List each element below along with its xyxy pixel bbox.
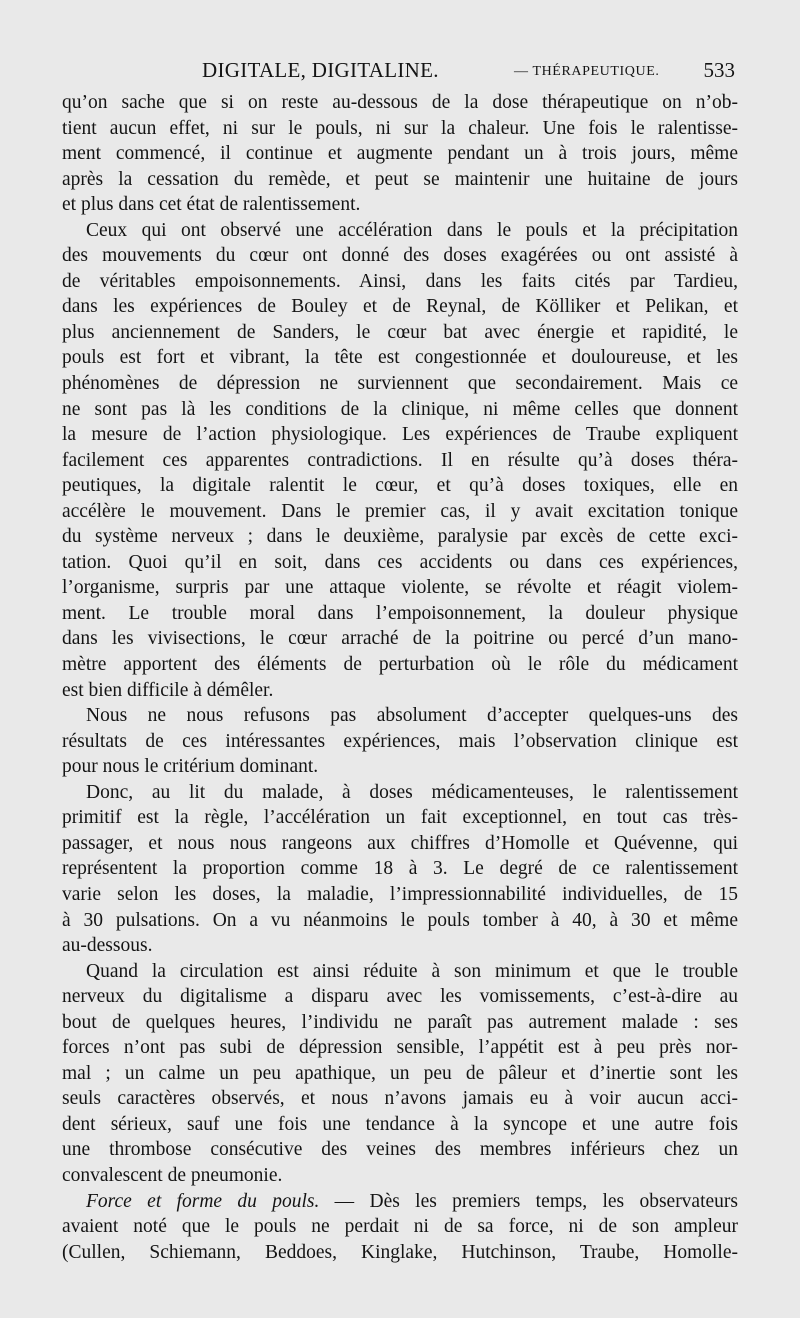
text-line: Donc, au lit du malade, à doses médicamenteuses, le ralentissement <box>86 781 738 803</box>
text-line: dans les vivisections, le cœur arraché de la poitrine ou percé d’un mano- <box>62 628 738 650</box>
text-line: dent sérieux, sauf une fois une tendance à la syncope et une autre fois <box>62 1113 738 1135</box>
text-line: au-dessous. <box>62 935 153 957</box>
text-line: bout de quelques heures, l’individu ne paraît pas autrement malade : ses <box>62 1011 738 1033</box>
text-line: ne sont pas là les conditions de la clinique, ni même celles que donnent <box>62 398 738 420</box>
text-line: l’organisme, surpris par une attaque violente, se révolte et réagit violem- <box>62 577 738 599</box>
text-line: représentent la proportion comme 18 à 3. Le degré de ce ralentissement <box>62 858 738 880</box>
text-line: nerveux du digitalisme a disparu avec les vomissements, c’est-à-dire au <box>62 986 738 1008</box>
text-line: seuls caractères observés, et nous n’avons jamais eu à voir aucun acci- <box>62 1088 738 1110</box>
page-number: 533 <box>703 58 735 82</box>
text-line: ment. Le trouble moral dans l’empoisonnement, la douleur physique <box>62 602 738 624</box>
text-line: accélère le mouvement. Dans le premier cas, il y avait excitation tonique <box>62 500 738 522</box>
text-line: convalescent de pneumonie. <box>62 1164 283 1186</box>
text-line: de véritables empoisonnements. Ainsi, dans les faits cités par Tardieu, <box>62 270 738 292</box>
text-line: primitif est la règle, l’accélération un fait exceptionnel, en tout cas très- <box>62 807 738 829</box>
text-line: tient aucun effet, ni sur le pouls, ni sur la chaleur. Une fois le ralentisse- <box>62 117 738 139</box>
text-line: pour nous le critérium dominant. <box>62 756 319 778</box>
text-line: des mouvements du cœur ont donné des doses exagérées ou ont assisté à <box>62 245 738 267</box>
text-line: varie selon les doses, la maladie, l’impressionnabilité individuelles, de 15 <box>62 883 738 905</box>
text-line: Nous ne nous refusons pas absolument d’accepter quelques-uns des <box>86 705 738 727</box>
text-line: mal ; un calme un peu apathique, un peu de pâleur et d’inertie sont les <box>62 1062 738 1084</box>
text-line: passager, et nous nous rangeons aux chiffres d’Homolle et Quévenne, qui <box>62 832 738 854</box>
text-line: mètre apportent des éléments de perturbation où le rôle du médicament <box>62 654 738 676</box>
section-heading: Force et forme du pouls. <box>86 1190 320 1212</box>
text-line: qu’on sache que si on reste au-dessous de la dose thérapeutique on n’ob- <box>62 92 738 113</box>
text-line: plus anciennement de Sanders, le cœur bat avec énergie et rapidité, le <box>62 321 738 343</box>
text-line: et plus dans cet état de ralentissement. <box>62 194 361 216</box>
text-line: résultats de ces intéressantes expériences, mais l’observation clinique est <box>62 730 738 752</box>
text-line: après la cessation du remède, et peut se maintenir une huitaine de jours <box>62 168 738 190</box>
running-header <box>62 56 737 84</box>
text-line: peutiques, la digitale ralentit le cœur, et qu’à doses toxiques, elle en <box>62 475 738 497</box>
text-line: Ceux qui ont observé une accélération dans le pouls et la précipitation <box>86 219 738 241</box>
section-heading-continuation: — Dès les premiers temps, les observateurs <box>334 1190 738 1212</box>
text-line: la mesure de l’action physiologique. Les expériences de Traube expliquent <box>62 424 738 446</box>
text-line: tation. Quoi qu’il en soit, dans ces accidents ou dans ces expériences, <box>62 551 738 573</box>
text-line: forces n’ont pas subi de dépression sensible, l’appétit est à peu près nor- <box>62 1037 738 1059</box>
text-line <box>62 1189 738 1215</box>
text-line: du système nerveux ; dans le deuxième, paralysie par excès de cette exci- <box>62 526 738 548</box>
text-line: est bien difficile à démêler. <box>62 679 274 701</box>
text-line: une thrombose consécutive des veines des membres inférieurs chez un <box>62 1139 738 1161</box>
text-line: dans les expériences de Bouley et de Reynal, de Kölliker et Pelikan, et <box>62 296 738 318</box>
body-text <box>62 90 738 1265</box>
text-line: Quand la circulation est ainsi réduite à son minimum et que le trouble <box>86 960 738 982</box>
text-line: pouls est fort et vibrant, la tête est congestionnée et douloureuse, et les <box>62 347 738 369</box>
running-title: DIGITALE, DIGITALINE. <box>202 58 439 82</box>
text-line: à 30 pulsations. On a vu néanmoins le pouls tomber à 40, à 30 et même <box>62 909 738 931</box>
text-line: avaient noté que le pouls ne perdait ni de sa force, ni de son ampleur <box>62 1216 738 1238</box>
text-line: ment commencé, il continue et augmente pendant un à trois jours, même <box>62 143 738 165</box>
text-line: (Cullen, Schiemann, Beddoes, Kinglake, Hutchinson, Traube, Homolle- <box>62 1241 738 1263</box>
running-subtitle: — THÉRAPEUTIQUE. <box>514 64 660 79</box>
text-line: phénomènes de dépression ne surviennent que secondairement. Mais ce <box>62 373 738 395</box>
text-line: facilement ces apparentes contradictions. Il en résulte qu’à doses théra- <box>62 449 738 471</box>
